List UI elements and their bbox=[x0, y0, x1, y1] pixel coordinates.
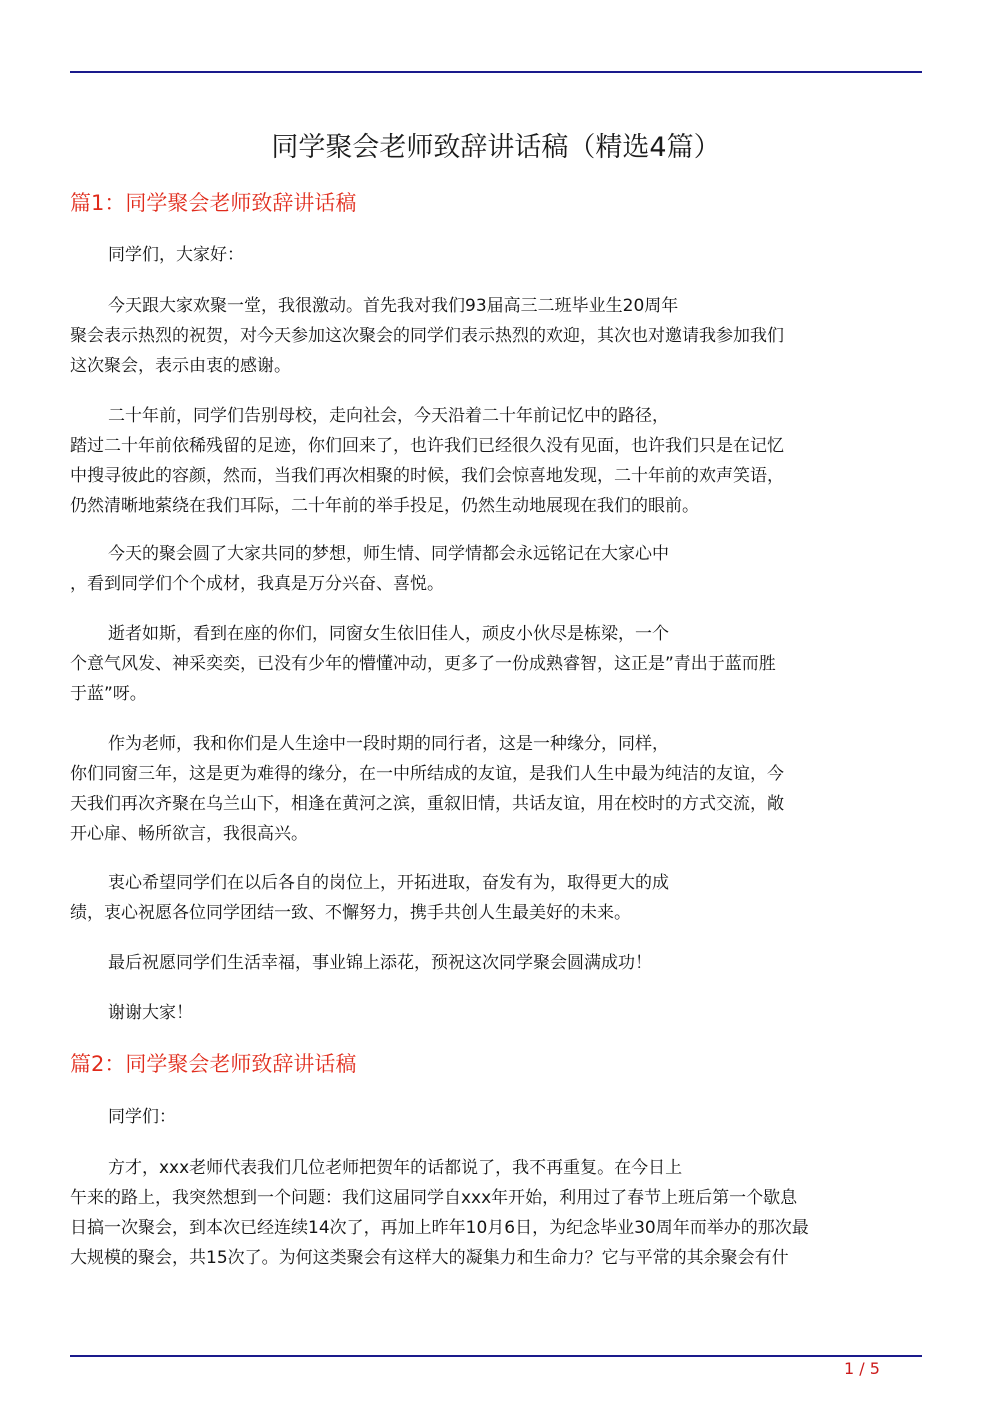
section-heading-1: 篇1：同学聚会老师致辞讲话稿 bbox=[70, 191, 357, 215]
paragraph-line: 个意气风发、神采奕奕，已没有少年的懵懂冲动，更多了一份成熟睿智，这正是”青出于蓝而胜 bbox=[70, 654, 776, 674]
paragraph-line: 大规模的聚会，共15次了。为何这类聚会有这样大的凝集力和生命力？它与平常的其余聚会有什 bbox=[70, 1248, 789, 1268]
paragraph-line: 中搜寻彼此的容颜，然而，当我们再次相聚的时候，我们会惊喜地发现，二十年前的欢声笑语， bbox=[70, 466, 784, 486]
paragraph-line: 日搞一次聚会，到本次已经连续14次了，再加上昨年10月6日，为纪念毕业30周年而举办的那次最 bbox=[70, 1218, 809, 1238]
paragraph-line: 这次聚会，表示由衷的感谢。 bbox=[70, 356, 291, 376]
paragraph-line: 最后祝愿同学们生活幸福，事业锦上添花，预祝这次同学聚会圆满成功！ bbox=[108, 953, 652, 973]
paragraph-7 bbox=[70, 948, 922, 978]
paragraph-line: 你们同窗三年，这是更为难得的缘分，在一中所结成的友谊，是我们人生中最为纯洁的友谊，今 bbox=[70, 764, 784, 784]
paragraph-1 bbox=[70, 291, 922, 381]
paragraph-line: 开心扉、畅所欲言，我很高兴。 bbox=[70, 824, 308, 844]
paragraph-4 bbox=[70, 619, 922, 709]
paragraph-5 bbox=[70, 729, 922, 849]
paragraph-line: 作为老师，我和你们是人生途中一段时期的同行者，这是一种缘分，同样， bbox=[108, 734, 669, 754]
paragraph-line: 同学们： bbox=[108, 1107, 176, 1127]
paragraph-line: 踏过二十年前依稀残留的足迹，你们回来了，也许我们已经很久没有见面，也许我们只是在记忆 bbox=[70, 436, 784, 456]
paragraph-line: ，看到同学们个个成材，我真是万分兴奋、喜悦。 bbox=[70, 574, 444, 594]
paragraph-3 bbox=[70, 539, 922, 599]
paragraph-line: 午来的路上，我突然想到一个问题：我们这届同学自xxx年开始，利用过了春节上班后第一个歇息 bbox=[70, 1188, 798, 1208]
paragraph-line: 聚会表示热烈的祝贺，对今天参加这次聚会的同学们表示热烈的欢迎，其次也对邀请我参加我们 bbox=[70, 326, 784, 346]
paragraph-2-1 bbox=[70, 1153, 922, 1273]
paragraph-line: 衷心希望同学们在以后各自的岗位上，开拓进取，奋发有为，取得更大的成 bbox=[108, 873, 669, 893]
footer-rule bbox=[70, 1355, 922, 1357]
paragraph-line: 天我们再次齐聚在乌兰山下，相逢在黄河之滨，重叙旧情，共话友谊，用在校时的方式交流，敞 bbox=[70, 794, 784, 814]
paragraph-line: 逝者如斯，看到在座的你们，同窗女生依旧佳人，顽皮小伙尽是栋梁，一个 bbox=[108, 624, 669, 644]
header-rule bbox=[70, 71, 922, 73]
paragraph-line: 今天跟大家欢聚一堂，我很激动。首先我对我们93届高三二班毕业生20周年 bbox=[108, 296, 679, 316]
paragraph-8 bbox=[70, 998, 922, 1028]
paragraph-line: 方才，xxx老师代表我们几位老师把贺年的话都说了，我不再重复。在今日上 bbox=[108, 1158, 683, 1178]
paragraph-line: 绩，衷心祝愿各位同学团结一致、不懈努力，携手共创人生最美好的未来。 bbox=[70, 903, 631, 923]
document-title: 同学聚会老师致辞讲话稿（精选4篇） bbox=[271, 132, 721, 163]
section-heading-2: 篇2：同学聚会老师致辞讲话稿 bbox=[70, 1052, 357, 1076]
paragraph-line: 于蓝”呀。 bbox=[70, 684, 147, 704]
page-number: 1 / 5 bbox=[844, 1359, 880, 1378]
paragraph-line: 谢谢大家！ bbox=[108, 1003, 193, 1023]
paragraph-line: 仍然清晰地萦绕在我们耳际，二十年前的举手投足，仍然生动地展现在我们的眼前。 bbox=[70, 496, 699, 516]
paragraph-greeting-2 bbox=[70, 1102, 922, 1132]
paragraph-line: 二十年前，同学们告别母校，走向社会，今天沿着二十年前记忆中的路径， bbox=[108, 406, 669, 426]
paragraph-line: 同学们，大家好： bbox=[108, 245, 244, 265]
paragraph-2 bbox=[70, 401, 922, 521]
paragraph-line: 今天的聚会圆了大家共同的梦想，师生情、同学情都会永远铭记在大家心中 bbox=[108, 544, 669, 564]
paragraph-6 bbox=[70, 868, 922, 928]
paragraph-greeting bbox=[70, 240, 922, 270]
